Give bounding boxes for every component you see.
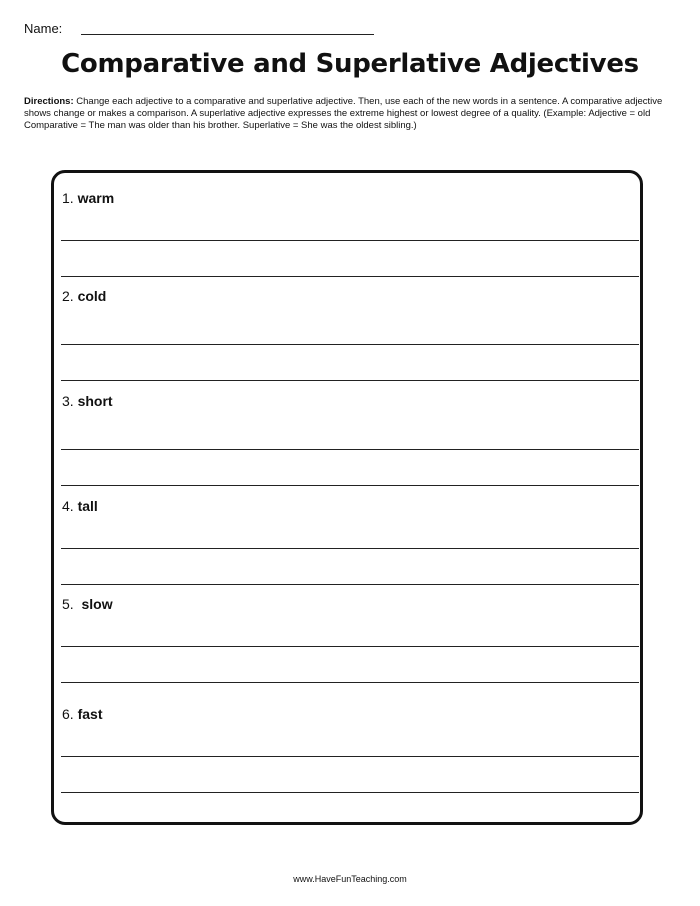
page-title: Comparative and Superlative Adjectives	[61, 49, 639, 79]
answer-line[interactable]	[61, 380, 639, 381]
answer-line[interactable]	[61, 344, 639, 345]
item-word: slow	[81, 596, 113, 612]
answer-line[interactable]	[61, 756, 639, 757]
directions-text: Change each adjective to a comparative and superlative adjective. Then, use each of the new words in a sentence. A comparative adjective shows change or makes a comparison. A superlative adjective expresses the extreme highest or lowest degree of a quality. (Example: Adjective = old Comparative = The man was older than his brother. Superlative = She was the oldest sibling.)	[24, 96, 663, 131]
name-label: Name:	[24, 21, 63, 36]
item-word: warm	[77, 190, 115, 206]
answer-line[interactable]	[61, 240, 639, 241]
item-label	[62, 595, 113, 613]
item-label	[62, 189, 114, 207]
answer-box	[51, 170, 643, 825]
directions	[24, 96, 678, 132]
answer-line[interactable]	[61, 646, 639, 647]
item-number: 4.	[62, 498, 78, 514]
answer-line[interactable]	[61, 485, 639, 486]
item-word: fast	[77, 706, 103, 722]
item-word: cold	[77, 288, 107, 304]
item-number: 2.	[62, 288, 78, 304]
answer-line[interactable]	[61, 548, 639, 549]
directions-label: Directions:	[24, 96, 74, 107]
answer-line[interactable]	[61, 449, 639, 450]
item-label	[62, 287, 106, 305]
answer-line[interactable]	[61, 584, 639, 585]
item-number: 1.	[62, 190, 78, 206]
item-word: tall	[77, 498, 98, 514]
item-number: 3.	[62, 393, 78, 409]
item-number: 6.	[62, 706, 78, 722]
item-label	[62, 392, 113, 410]
answer-line[interactable]	[61, 276, 639, 277]
footer-url: www.HaveFunTeaching.com	[293, 874, 407, 884]
name-write-line[interactable]	[81, 34, 374, 35]
name-row	[24, 20, 364, 40]
answer-line[interactable]	[61, 792, 639, 793]
item-label	[62, 497, 98, 515]
item-number: 5.	[62, 596, 82, 612]
item-label	[62, 705, 102, 723]
answer-line[interactable]	[61, 682, 639, 683]
item-word: short	[77, 393, 113, 409]
